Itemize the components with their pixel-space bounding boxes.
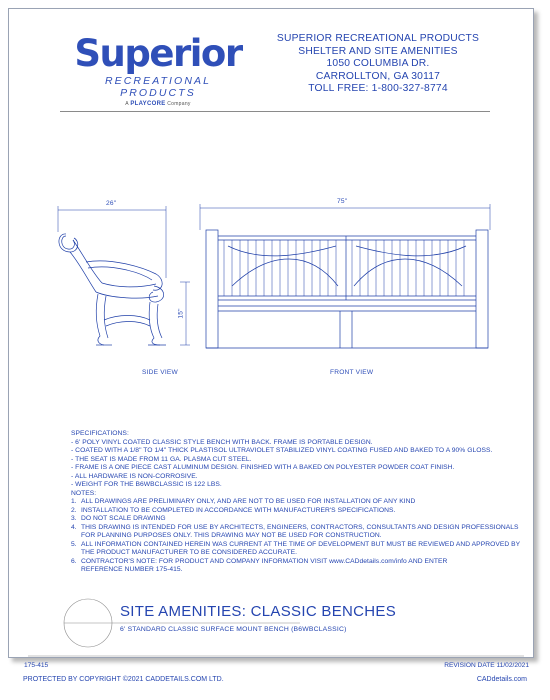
copyright-notice: PROTECTED BY COPYRIGHT ©2021 CADDETAILS.COM LTD. — [23, 676, 224, 683]
specifications-notes — [71, 430, 521, 575]
notes-heading: NOTES: — [71, 489, 97, 497]
front-view-label: FRONT VIEW — [330, 369, 374, 376]
side-view-bench — [59, 234, 166, 345]
drawing-title: SITE AMENITIES: CLASSIC BENCHES — [120, 603, 397, 620]
front-view-slats — [224, 240, 464, 296]
note-text: ALL DRAWINGS ARE PRELIMINARY ONLY, AND ARE NOT TO BE USED FOR INSTALLATION OF ANY KIND — [81, 498, 416, 505]
revision-date: REVISION DATE 11/02/2021 — [444, 662, 529, 669]
logo-company-prefix: A — [125, 101, 129, 107]
site-reference: CADdetails.com — [476, 676, 527, 683]
note-text: INSTALLATION TO BE COMPLETED IN ACCORDANCE WITH MANUFACTURER'S SPECIFICATIONS. — [81, 506, 396, 514]
address-line: SHELTER AND SITE AMENITIES — [298, 45, 458, 57]
note-text: DO NOT SCALE DRAWING — [81, 515, 166, 522]
note-item — [71, 541, 521, 550]
address-line: SUPERIOR RECREATIONAL PRODUCTS — [276, 33, 480, 44]
logo-wordmark: Superior — [74, 32, 242, 75]
note-text: CONTRACTOR'S NOTE: FOR PRODUCT AND COMPANY INFORMATION VISIT www.CADdetails.com/info AND ENTER — [81, 557, 448, 565]
note-item — [71, 507, 521, 516]
note-number: 1. — [71, 498, 77, 505]
spec-line: - ALL HARDWARE IS NON-CORROSIVE. — [71, 472, 198, 480]
address-line: TOLL FREE: 1-800-327-8774 — [308, 83, 448, 95]
note-text: THE PRODUCT MANUFACTURER TO BE CONSIDERED ACCURATE. — [81, 549, 298, 556]
note-number: 5. — [71, 540, 77, 548]
note-text: FOR PLANNING PURPOSES ONLY. THIS DRAWING MAY NOT BE USED FOR CONSTRUCTION. — [81, 532, 382, 539]
logo-company-name: PLAYCORE — [130, 101, 166, 107]
spec-line: - WEIGHT FOR THE B6WBCLASSIC IS 122 LBS. — [71, 481, 222, 488]
front-width-dimension: 75" — [337, 198, 348, 205]
address-line: 1050 COLUMBIA DR. — [326, 58, 430, 70]
specifications-heading: SPECIFICATIONS: — [71, 430, 129, 437]
note-number: 6. — [71, 557, 77, 565]
front-view-bench — [206, 230, 488, 348]
note-number: 3. — [71, 515, 77, 522]
note-number: 4. — [71, 523, 77, 531]
logo-tagline: RECREATIONAL PRODUCTS — [104, 75, 212, 99]
side-dimensions — [58, 206, 190, 345]
logo-company-suffix: Company — [167, 101, 191, 107]
note-item — [71, 524, 521, 533]
spec-line: - THE SEAT IS MADE FROM 11 GA. PLASMA CUT STEEL. — [71, 455, 252, 463]
note-item — [71, 558, 521, 567]
side-width-dimension: 26" — [106, 200, 117, 207]
note-item — [71, 498, 521, 507]
address-line: CARROLLTON, GA 30117 — [315, 70, 441, 82]
spec-line: - 6' POLY VINYL COATED CLASSIC STYLE BENCH WITH BACK. FRAME IS PORTABLE DESIGN. — [71, 438, 373, 446]
spec-line: - COATED WITH A 1/8" TO 1/4" THICK PLASTISOL ULTRAVIOLET STABILIZED VINYL COATING FUSED AND BAKED TO A 90% GLOSS. — [71, 447, 493, 454]
sheet-number: 175-415 — [24, 662, 49, 669]
seat-height-dimension: 15" — [177, 308, 185, 319]
front-dimensions — [200, 204, 490, 230]
note-text: ALL INFORMATION CONTAINED HEREIN WAS CURRENT AT THE TIME OF DEVELOPMENT BUT MUST BE REVIEWED AND APPROVED BY — [81, 540, 521, 548]
note-item — [71, 515, 521, 524]
drawing-subtitle: 6' STANDARD CLASSIC SURFACE MOUNT BENCH (B6WBCLASSIC) — [120, 626, 347, 633]
side-view-label: SIDE VIEW — [142, 369, 178, 376]
note-text: THIS DRAWING IS INTENDED FOR USE BY ARCHITECTS, ENGINEERS, CONTRACTORS, CONSULTANTS AND DESIGN PROFESSIONALS — [81, 523, 519, 531]
note-number: 2. — [71, 506, 77, 514]
note-text: REFERENCE NUMBER 175-415. — [81, 566, 183, 573]
spec-line: - FRAME IS A ONE PIECE CAST ALUMINUM DESIGN. FINISHED WITH A BAKED ON POLYESTER POWDER COAT FINISH. — [71, 464, 455, 471]
